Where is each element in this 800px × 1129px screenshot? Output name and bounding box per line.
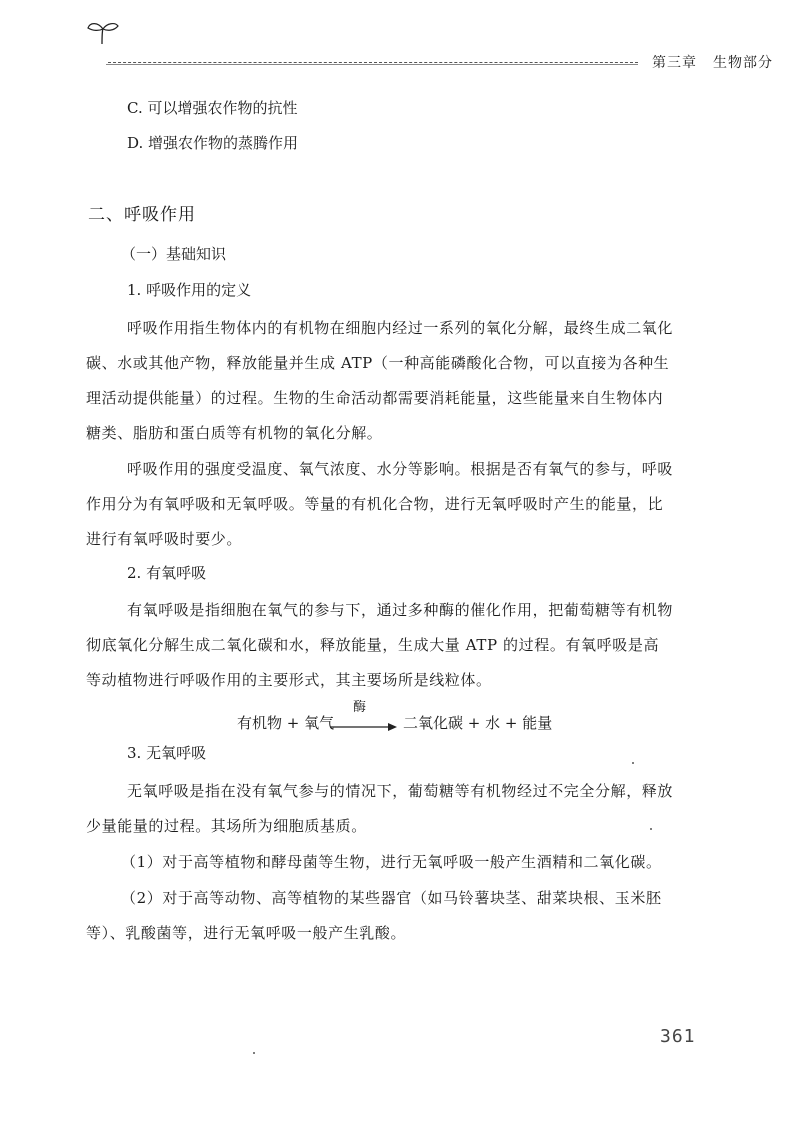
item3-para-line: 无氧呼吸是指在没有氧气参与的情况下，葡萄糖等有机物经过不完全分解，释放 [127, 782, 674, 800]
item3-heading: 3. 无氧呼吸 [127, 744, 207, 762]
item3-point2-line: （2）对于高等动物、高等植物的某些器官（如马铃薯块茎、甜菜块根、玉米胚 [121, 889, 662, 907]
item3-point1: （1）对于高等植物和酵母菌等生物，进行无氧呼吸一般产生酒精和二氧化碳。 [121, 853, 662, 871]
reaction-arrow-icon [330, 722, 398, 732]
item1-para1-line: 理活动提供能量）的过程。生物的生命活动都需要消耗能量，这些能量来自生物体内 [86, 389, 664, 407]
equation-reactants: 有机物 + 氧气 [237, 714, 335, 732]
scan-speck [253, 1052, 255, 1054]
equation-products: 二氧化碳 + 水 + 能量 [403, 714, 553, 732]
scan-speck [632, 762, 634, 764]
item2-para-line: 有氧呼吸是指细胞在氧气的参与下，通过多种酶的催化作用，把葡萄糖等有机物 [127, 601, 674, 619]
reaction-equation [237, 700, 567, 734]
item2-para-line: 等动植物进行呼吸作用的主要形式，其主要场所是线粒体。 [86, 671, 492, 689]
option-d: D. 增强农作物的蒸腾作用 [127, 134, 299, 152]
scan-speck [650, 828, 652, 830]
option-c: C. 可以增强农作物的抗性 [127, 99, 298, 117]
item1-para2-line: 作用分为有氧呼吸和无氧呼吸。等量的有机化合物，进行无氧呼吸时产生的能量，比 [86, 495, 664, 513]
sprout-icon [86, 20, 120, 46]
chapter-label: 第三章 [652, 55, 697, 71]
section-title: 二、呼吸作用 [88, 205, 196, 225]
running-head [652, 52, 773, 72]
item3-point2-line: 等）、乳酸菌等，进行无氧呼吸一般产生乳酸。 [86, 924, 407, 942]
header-rule-solid [106, 64, 638, 65]
subsection-title: （一）基础知识 [121, 245, 227, 263]
item1-para1-line: 糖类、脂肪和蛋白质等有机物的氧化分解。 [86, 424, 383, 442]
item2-para-line: 彻底氧化分解生成二氧化碳和水，释放能量，生成大量 ATP 的过程。有氧呼吸是高 [86, 636, 660, 654]
item1-para1-line: 碳、水或其他产物，释放能量并生成 ATP（一种高能磷酸化合物，可以直接为各种生 [86, 354, 670, 372]
item1-heading: 1. 呼吸作用的定义 [127, 281, 252, 299]
item1-para1-line: 呼吸作用指生物体内的有机物在细胞内经过一系列的氧化分解，最终生成二氧化 [127, 319, 674, 337]
page-header [86, 18, 773, 71]
item2-heading: 2. 有氧呼吸 [127, 564, 207, 582]
equation-catalyst: 酶 [353, 700, 367, 715]
item1-para2-line: 呼吸作用的强度受温度、氧气浓度、水分等影响。根据是否有氧气的参与，呼吸 [127, 460, 674, 478]
item1-para2-line: 进行有氧呼吸时要少。 [86, 530, 243, 548]
item3-para-line: 少量能量的过程。其场所为细胞质基质。 [86, 817, 367, 835]
header-rule [108, 62, 638, 63]
page-number: 361 [660, 1026, 696, 1047]
section-label: 生物部分 [713, 55, 773, 71]
